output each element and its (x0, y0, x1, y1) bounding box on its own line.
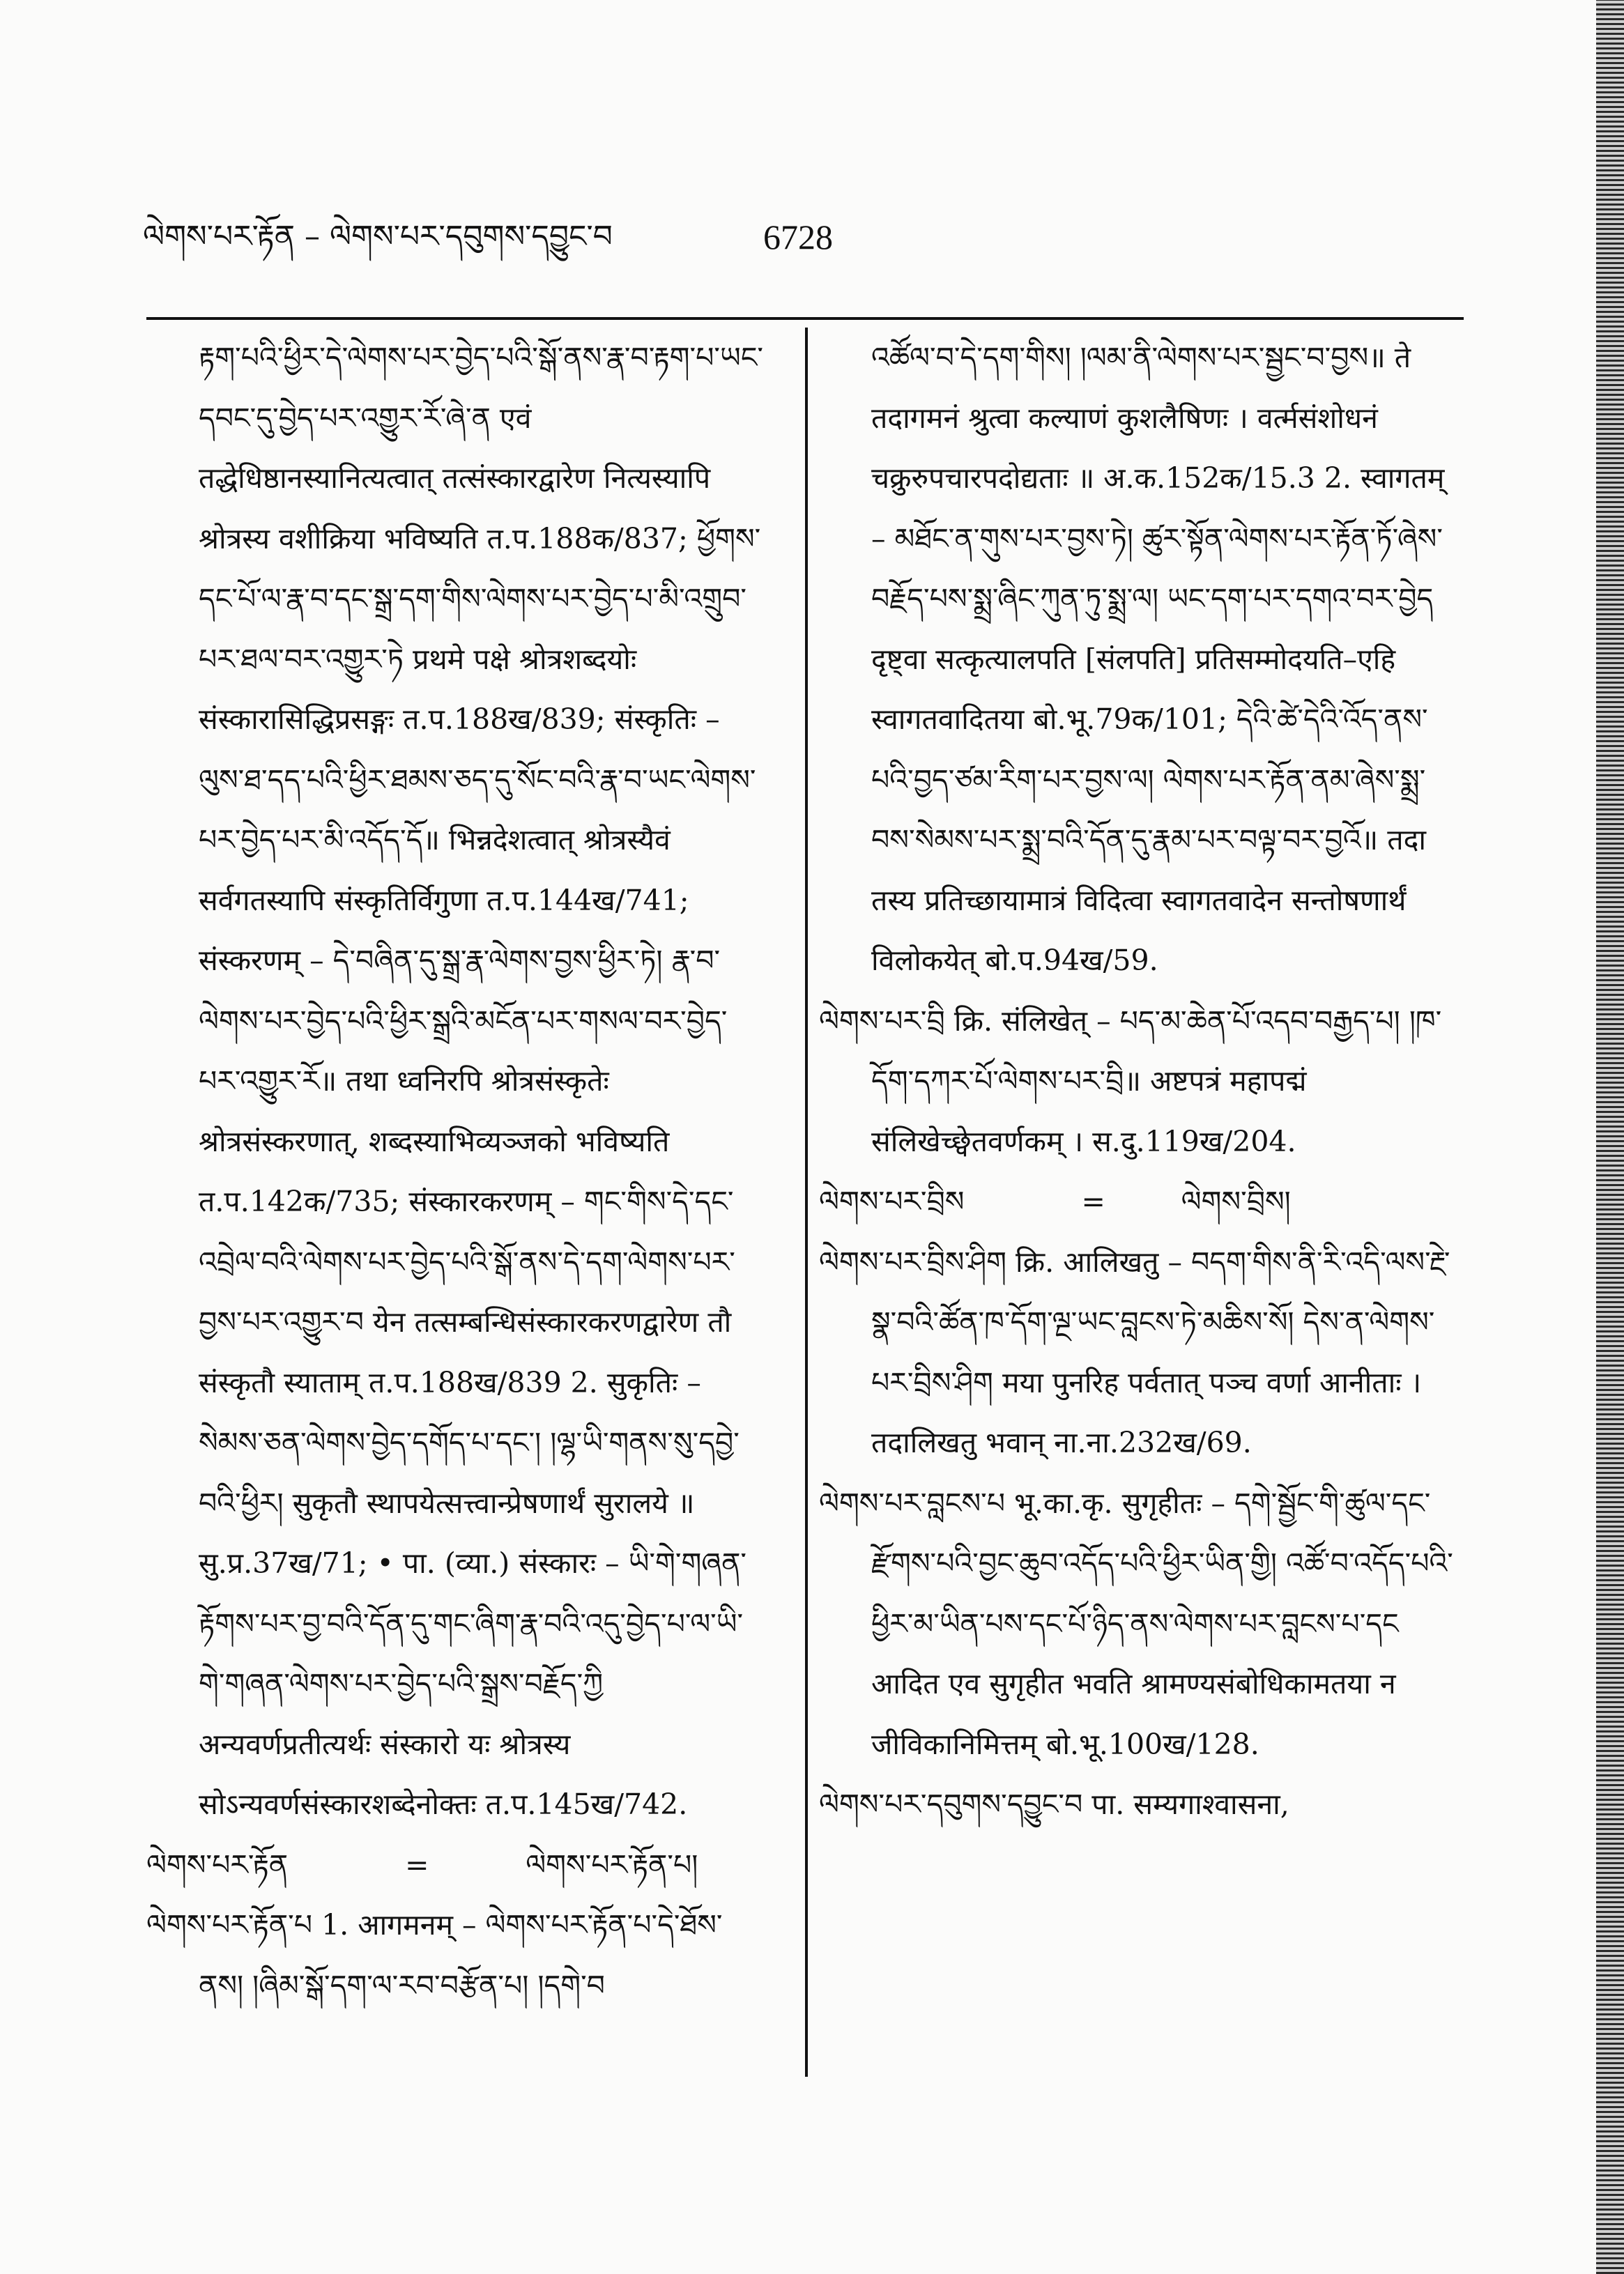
entry-headword: ལེགས་པར་བྲིས (819, 1185, 965, 1218)
entry-continuation: རྟག་པའི་ཕྱིར་དེ་ལེགས་པར་བྱེད་པའི་སྒོ་ནས་རྣ་བ་རྟག་པ་ཡང་དབང་དུ་བྱེད་པར་འགྱུར་རོ་ཞེ་ན एवं तद्धेधिष्ठानस्यानित्यत्वात् तत्संस्कारद्वारेण नित्यस्यापि श्रोत्रस्य वशीक्रिया भविष्यति त.प.188क/837; ཕྱོགས་དང་པོ་ལ་རྣ་བ་དང་སྒྲ་དག་གིས་ལེགས་པར་བྱེད་པ་མི་འགྲུབ་པར་ཐལ་བར་འགྱུར་ཏེ प्रथमे पक्षे श्रोत्रशब्दयोः संस्कारासिद्धिप्रसङ्गः त.प.188ख/839; संस्कृतिः – ལུས་ཐ་དད་པའི་ཕྱིར་ཐམས་ཅད་དུ་སོང་བའི་རྣ་བ་ཡང་ལེགས་པར་བྱེད་པར་མི་འདོད་དོ॥ भिन्नदेशत्वात् श्रोत्रस्यैवं सर्वगतस्यापि संस्कृतिर्विगुणा त.प.144ख/741; संस्करणम् – དེ་བཞིན་དུ་སྒྲ་རྣ་ལེགས་བྱས་ཕྱིར་ཏེ། རྣ་བ་ལེགས་པར་བྱེད་པའི་ཕྱིར་སྒྲའི་མངོན་པར་གསལ་བར་བྱེད་པར་འགྱུར་རོ॥ तथा ध्वनिरपि श्रोत्रसंस्कृतेः श्रोत्रसंस्करणात्, शब्दस्याभिव्यञ्जको भविष्यति त.प.142क/735; संस्कारकरणम् – གང་གིས་དེ་དང་འབྲེལ་བའི་ལེགས་པར་བྱེད་པའི་སྒོ་ནས་དེ་དག་ལེགས་པར་བྱས་པར་འགྱུར་བ येन तत्सम्बन्धिसंस्कारकरणद्वारेण तौ संस्कृतौ स्याताम् त.प.188ख/839 2. सुकृतिः – སེམས་ཅན་ལེགས་བྱེད་དགོད་པ་དང་། །ལྷ་ཡི་གནས་སུ་དབྱེ་བའི་ཕྱིར། सुकृतौ स्थापयेत्सत्त्वान्प्रेषणार्थं सुरालये ॥ सु.प्र.37ख/71; • पा. (व्या.) संस्कारः – ཡི་གེ་གཞན་རྟོགས་པར་བྱ་བའི་དོན་དུ་གང་ཞིག་རྣ་བའི་འདུ་བྱེད་པ་ལ་ཡི་གེ་གཞན་ལེགས་པར་བྱེད་པའི་སྒྲས་བརྗོད་ཀྱི अन्यवर्णप्रतीत्यर्थः संस्कारो यः श्रोत्रस्य सोऽन्यवर्णसंस्कारशब्देनोक्तः त.प.145ख/742. (199, 341, 763, 1821)
left-column (146, 328, 767, 2015)
page-header (143, 209, 840, 265)
dictionary-entry: ལེགས་པར་དབུགས་དབྱུང་བ पा. सम्यगाश्वासना, (819, 1788, 1289, 1821)
dictionary-entry: ལེགས་པར་རྟོན = ལེགས་པར་རྟོན་པ། (146, 1835, 767, 1896)
dictionary-entry: ལེགས་པར་བྲི क्रि. संलिखेत् – པད་མ་ཆེན་པོ་འདབ་བརྒྱད་པ། །ཁ་དོག་དཀར་པོ་ལེགས་པར་བྲི॥ अष्टपत्रं महापद्मं संलिखेच्छ्वेतवर्णकम् । स.दु.119ख/204. (819, 1004, 1442, 1158)
dictionary-entry: ལེགས་པར་རྟོན་པ 1. आगमनम् – ལེགས་པར་རྟོན་པ་དེ་ཐོས་ནས། །ཞིམ་སྒོ་དག་ལ་རབ་བརྩོན་པ། །དགེ་བ (146, 1908, 723, 2002)
right-column (819, 328, 1460, 1835)
page-number: 6728 (763, 217, 833, 256)
entry-headword: ལེགས་པར་རྟོན (146, 1847, 289, 1882)
header-rule (146, 317, 1464, 320)
cross-reference: ལེགས་པར་རྟོན་པ། (526, 1847, 698, 1882)
dictionary-entry: ལེགས་པར་བྲིས་ཤིག क्रि. आलिखतु – བདག་གིས་ནི་རི་འདི་ལས་རྔེ་སྣ་བའི་ཚོན་ཁ་དོག་ལྔ་ཡང་བླངས་ཏེ་མཆིས་སོ། དེས་ན་ལེགས་པར་བྲིས་ཤིག मया पुनरिह पर्वतात् पञ्च वर्णा आनीताः । तदालिखतु भवान् ना.ना.232ख/69. (819, 1245, 1450, 1459)
running-head: ལེགས་པར་རྟོན – ལེགས་པར་དབུགས་དབྱུང་བ (143, 219, 613, 254)
column-divider (805, 328, 808, 2077)
dictionary-entry: ལེགས་པར་བླངས་པ भू.का.कृ. सुगृहीतः – དགེ་སྦྱོང་གི་ཚུལ་དང་རྫོགས་པའི་བྱང་ཆུབ་འདོད་པའི་ཕྱིར་ཡིན་གྱི། འཚོ་བ་འདོད་པའི་ཕྱིར་མ་ཡིན་པས་དང་པོ་ཉིད་ནས་ལེགས་པར་བླངས་པ་དང आदित एव सुगृहीत भवति श्रामण्यसंबोधिकामतया न जीविकानिमित्तम् बो.भू.100ख/128. (819, 1486, 1453, 1761)
cross-reference: ལེགས་བྲིས། (1181, 1185, 1291, 1218)
entry-continuation: འཚོལ་བ་དེ་དག་གིས། །ལམ་ནི་ལེགས་པར་སྦྱང་བ་བྱས॥ ते तदागमनं श्रुत्वा कल्याणं कुशलैषिणः । वर्त्मसंशोधनं चक्रुरुपचारपदोद्यताः ॥ अ.क.152क/15.3 2. स्वागतम् – མཐོང་ན་གུས་པར་བྱས་ཏེ། ཚུར་སྟོན་ལེགས་པར་རྟོན་ཏོ་ཞེས་བརྗོད་པས་སྨྲ་ཞིང་ཀུན་ཏུ་སྨྲ་ལ། ཡང་དག་པར་དགའ་བར་བྱེད दृष्ट्वा सत्कृत्यालपति [संलपति] प्रतिसम्मोदयति–एहि स्वागतवादितया बो.भू.79क/101; དེའི་ཚེ་དེའི་འོད་ནས་པའི་བྱད་ཙམ་རིག་པར་བྱས་ལ། ལེགས་པར་རྟོན་ནམ་ཞེས་སྨྲ་བས་སེམས་པར་སྨྲ་བའི་དོན་དུ་རྣམ་པར་བལྟ་བར་བྱའོ॥ तदा तस्य प्रतिच्छायामात्रं विदित्वा स्वागतवादेन सन्तोषणार्थं विलोकयेत् बो.प.94ख/59. (871, 341, 1445, 977)
dictionary-entry: ལེགས་པར་བྲིས = ལེགས་བྲིས། (819, 1171, 1460, 1232)
scanned-page-edge (1596, 0, 1624, 2274)
